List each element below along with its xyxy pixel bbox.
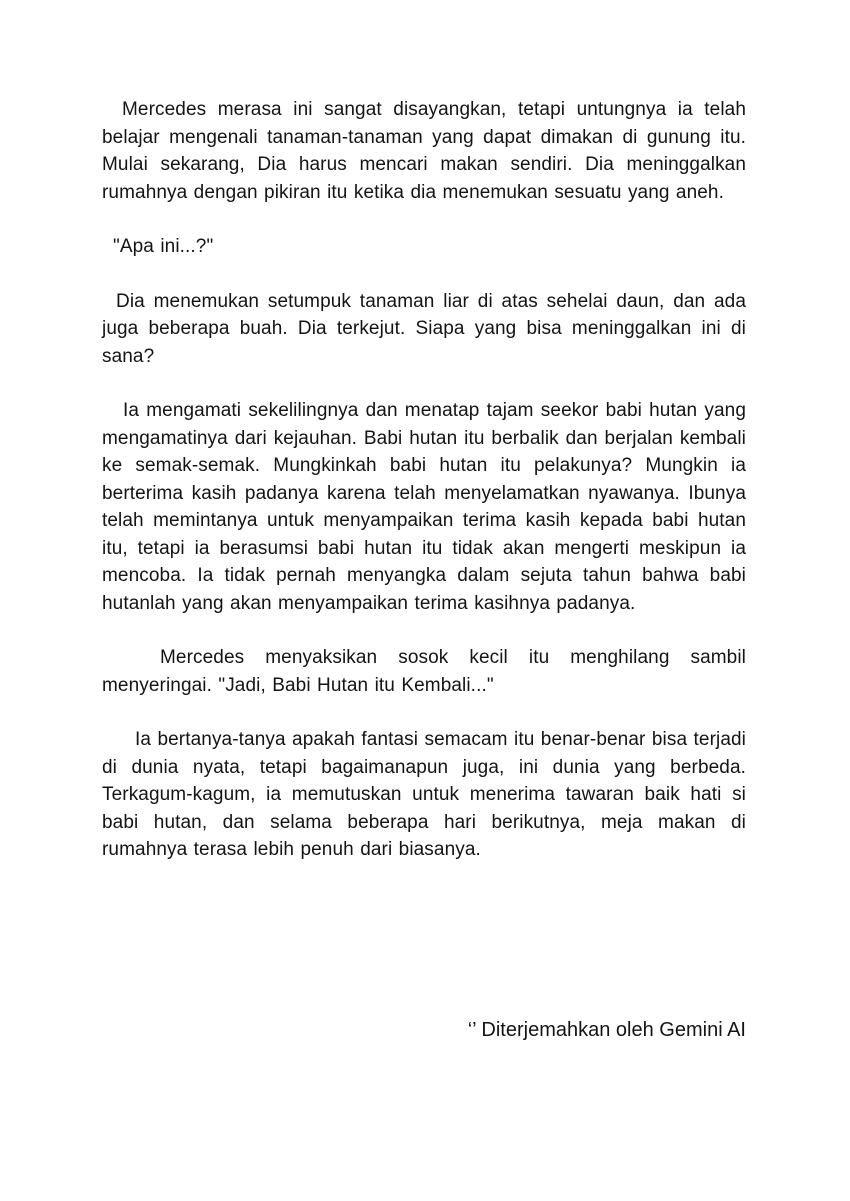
story-paragraph-1: Mercedes merasa ini sangat disayangkan, tetapi untungnya ia telah belajar mengenali tanaman-tanaman yang dapat dimakan di gunung itu. Mulai sekarang, Dia harus mencari makan sendiri. Dia meninggalkan rumahnya dengan pikiran itu ketika dia menemukan sesuatu yang aneh. <box>102 99 746 203</box>
story-paragraph-6: Ia bertanya-tanya apakah fantasi semacam itu benar-benar bisa terjadi di dunia nyata, tetapi bagaimanapun juga, ini dunia yang berbeda. Terkagum-kagum, ia memutuskan untuk menerima tawaran baik hati si babi hutan, dan selama beberapa hari berikutnya, meja makan di rumahnya terasa lebih penuh dari biasanya. <box>102 729 746 860</box>
story-paragraph-3: Dia menemukan setumpuk tanaman liar di atas sehelai daun, dan ada juga beberapa buah. Dia terkejut. Siapa yang bisa meninggalkan ini di sana? <box>102 290 746 367</box>
story-paragraph-5: Mercedes menyaksikan sosok kecil itu menghilang sambil menyeringai. "Jadi, Babi Hutan itu Kembali..." <box>102 647 746 696</box>
translator-credit: ‘’ Diterjemahkan oleh Gemini AI <box>467 1018 746 1041</box>
story-text <box>102 96 746 864</box>
story-paragraph-2-dialogue: "Apa ini...?" <box>113 236 214 257</box>
story-paragraph-4: Ia mengamati sekelilingnya dan menatap tajam seekor babi hutan yang mengamatinya dari kejauhan. Babi hutan itu berbalik dan berjalan kembali ke semak-semak. Mungkinkah babi hutan itu pelakunya? Mungkin ia berterima kasih padanya karena telah menyelamatkan nyawanya. Ibunya telah memintanya untuk menyampaikan terima kasih kepada babi hutan itu, tetapi ia berasumsi babi hutan itu tidak akan mengerti meskipun ia mencoba. Ia tidak pernah menyangka dalam sejuta tahun bahwa babi hutanlah yang akan menyampaikan terima kasihnya padanya. <box>102 400 746 614</box>
